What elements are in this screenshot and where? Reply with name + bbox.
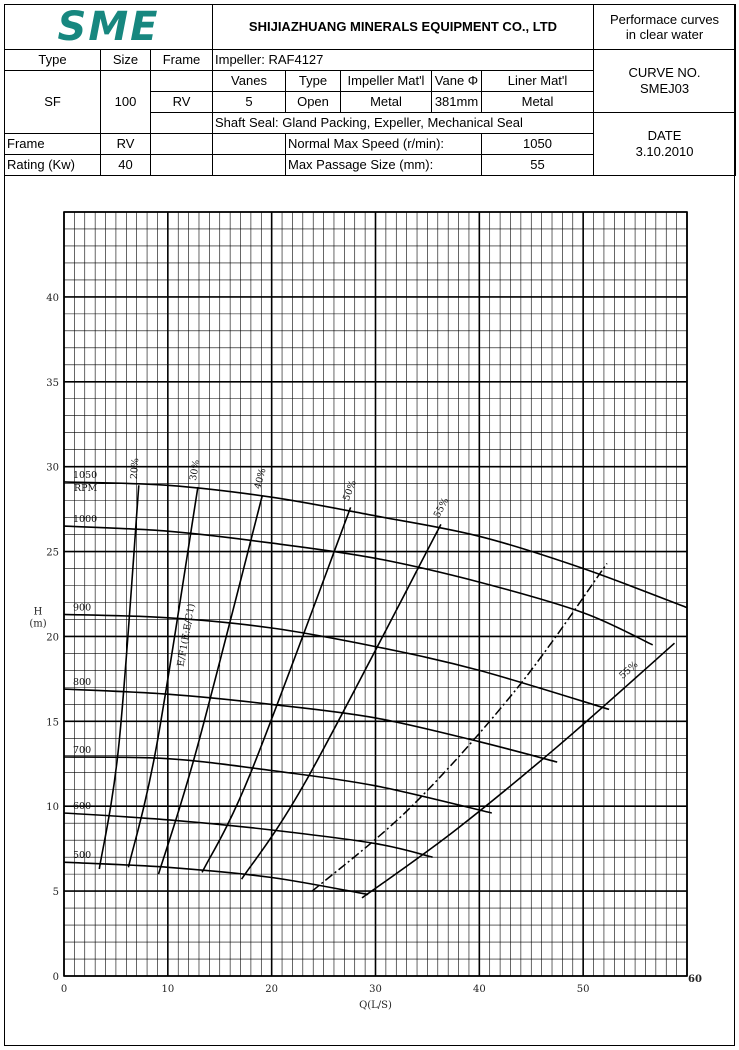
performance-note: Performace curves in clear water: [594, 5, 736, 50]
efficiency-curve-0: [99, 485, 139, 869]
max-speed-value: 1050: [482, 134, 594, 155]
efficiency-label-5: 55%: [617, 659, 641, 682]
efficiency-label-1: 30%: [188, 458, 203, 482]
frame-value: RV: [151, 92, 213, 113]
speed-label-1050: 1050: [73, 469, 98, 481]
axis-ticks: [29, 293, 702, 1011]
efficiency-label-3: 50%: [341, 478, 359, 503]
sme-logo: SME: [57, 4, 160, 50]
y-tick-0: 0: [52, 972, 59, 983]
speed-label-700: 700: [73, 744, 92, 756]
speed-curve-800: [64, 689, 557, 762]
spec-header-table: [4, 4, 736, 176]
frame2-value: RV: [101, 134, 151, 155]
speed-curve-900: [64, 614, 609, 709]
efficiency-curve-1: [128, 487, 198, 867]
y-axis-label: H: [33, 606, 43, 618]
efficiency-label-0: 20%: [128, 457, 142, 480]
x-tick-20: 20: [265, 984, 279, 995]
x-tick-0: 0: [60, 984, 68, 995]
x-axis-label: Q(L/S): [359, 1000, 392, 1011]
impeller-type-value: Open: [286, 92, 341, 113]
efficiency-label-2: 40%: [252, 467, 269, 491]
frame2-label: Frame: [5, 134, 101, 155]
chart-grid: [64, 212, 687, 976]
y-axis-unit: (m): [29, 618, 47, 630]
vanes-label: Vanes: [213, 71, 286, 92]
blank-cell-a: [151, 134, 213, 155]
x-tick-10: 10: [161, 984, 175, 995]
seal-empty: [151, 113, 213, 134]
liner-mat-label: Liner Mat'l: [482, 71, 594, 92]
efficiency-label-4: 55%: [431, 495, 452, 520]
y-tick-15: 15: [46, 717, 59, 729]
speed-curve-500: [64, 862, 368, 894]
date: DATE 3.10.2010: [594, 113, 736, 176]
speed-label-900: 900: [73, 602, 92, 614]
type-value: SF: [5, 71, 101, 134]
vane-dia-label: Vane Φ: [432, 71, 482, 92]
y-tick-35: 35: [46, 377, 59, 389]
frame-empty: [151, 71, 213, 92]
shaft-seal: Shaft Seal: Gland Packing, Expeller, Mechanical Seal: [213, 113, 594, 134]
company-name: SHIJIAZHUANG MINERALS EQUIPMENT CO., LTD: [213, 5, 594, 50]
liner-mat-value: Metal: [482, 92, 594, 113]
speed-curve-600: [64, 813, 433, 857]
max-passage-label: Max Passage Size (mm):: [286, 155, 482, 176]
impeller-mat-value: Metal: [341, 92, 432, 113]
curve-number: CURVE NO. SMEJ03: [594, 50, 736, 113]
efficiency-curves: [99, 485, 674, 898]
y-tick-20: 20: [46, 632, 59, 644]
logo-cell: [5, 5, 213, 50]
efficiency-curve-3: [202, 507, 351, 872]
speed-label-500: 500: [73, 850, 92, 862]
vane-dia-value: 381mm: [432, 92, 482, 113]
chart-labels: [73, 458, 640, 862]
flow-range-label: E/F1(E:E/C1): [175, 602, 198, 668]
speed-label-600: 600: [73, 801, 92, 813]
size-label: Size: [101, 50, 151, 71]
y-tick-5: 5: [52, 887, 59, 899]
npsh-dashdot-curve: [312, 563, 607, 891]
type-label: Type: [5, 50, 101, 71]
x-tick-60: 60: [688, 974, 702, 985]
y-tick-30: 30: [46, 462, 59, 474]
rating-value: 40: [101, 155, 151, 176]
performance-chart: [4, 184, 735, 1014]
x-tick-50: 50: [576, 984, 590, 995]
y-tick-25: 25: [46, 547, 59, 559]
max-passage-value: 55: [482, 155, 594, 176]
x-tick-40: 40: [472, 984, 486, 995]
rating-label: Rating (Kw): [5, 155, 101, 176]
y-tick-10: 10: [46, 802, 59, 814]
size-value: 100: [101, 71, 151, 134]
blank-cell-b: [213, 134, 286, 155]
impeller-label: Impeller: RAF4127: [213, 50, 594, 71]
max-speed-label: Normal Max Speed (r/min):: [286, 134, 482, 155]
blank-cell-d: [213, 155, 286, 176]
impeller-mat-label: Impeller Mat'l: [341, 71, 432, 92]
npsh-curve: [312, 563, 607, 891]
speed-label-1000: 1000: [73, 514, 98, 526]
rpm-label: RPM: [74, 482, 98, 494]
vanes-value: 5: [213, 92, 286, 113]
blank-cell-c: [151, 155, 213, 176]
impeller-type-label: Type: [286, 71, 341, 92]
frame-label: Frame: [151, 50, 213, 71]
y-tick-40: 40: [46, 292, 59, 304]
x-tick-30: 30: [369, 984, 382, 995]
speed-label-800: 800: [73, 677, 92, 689]
